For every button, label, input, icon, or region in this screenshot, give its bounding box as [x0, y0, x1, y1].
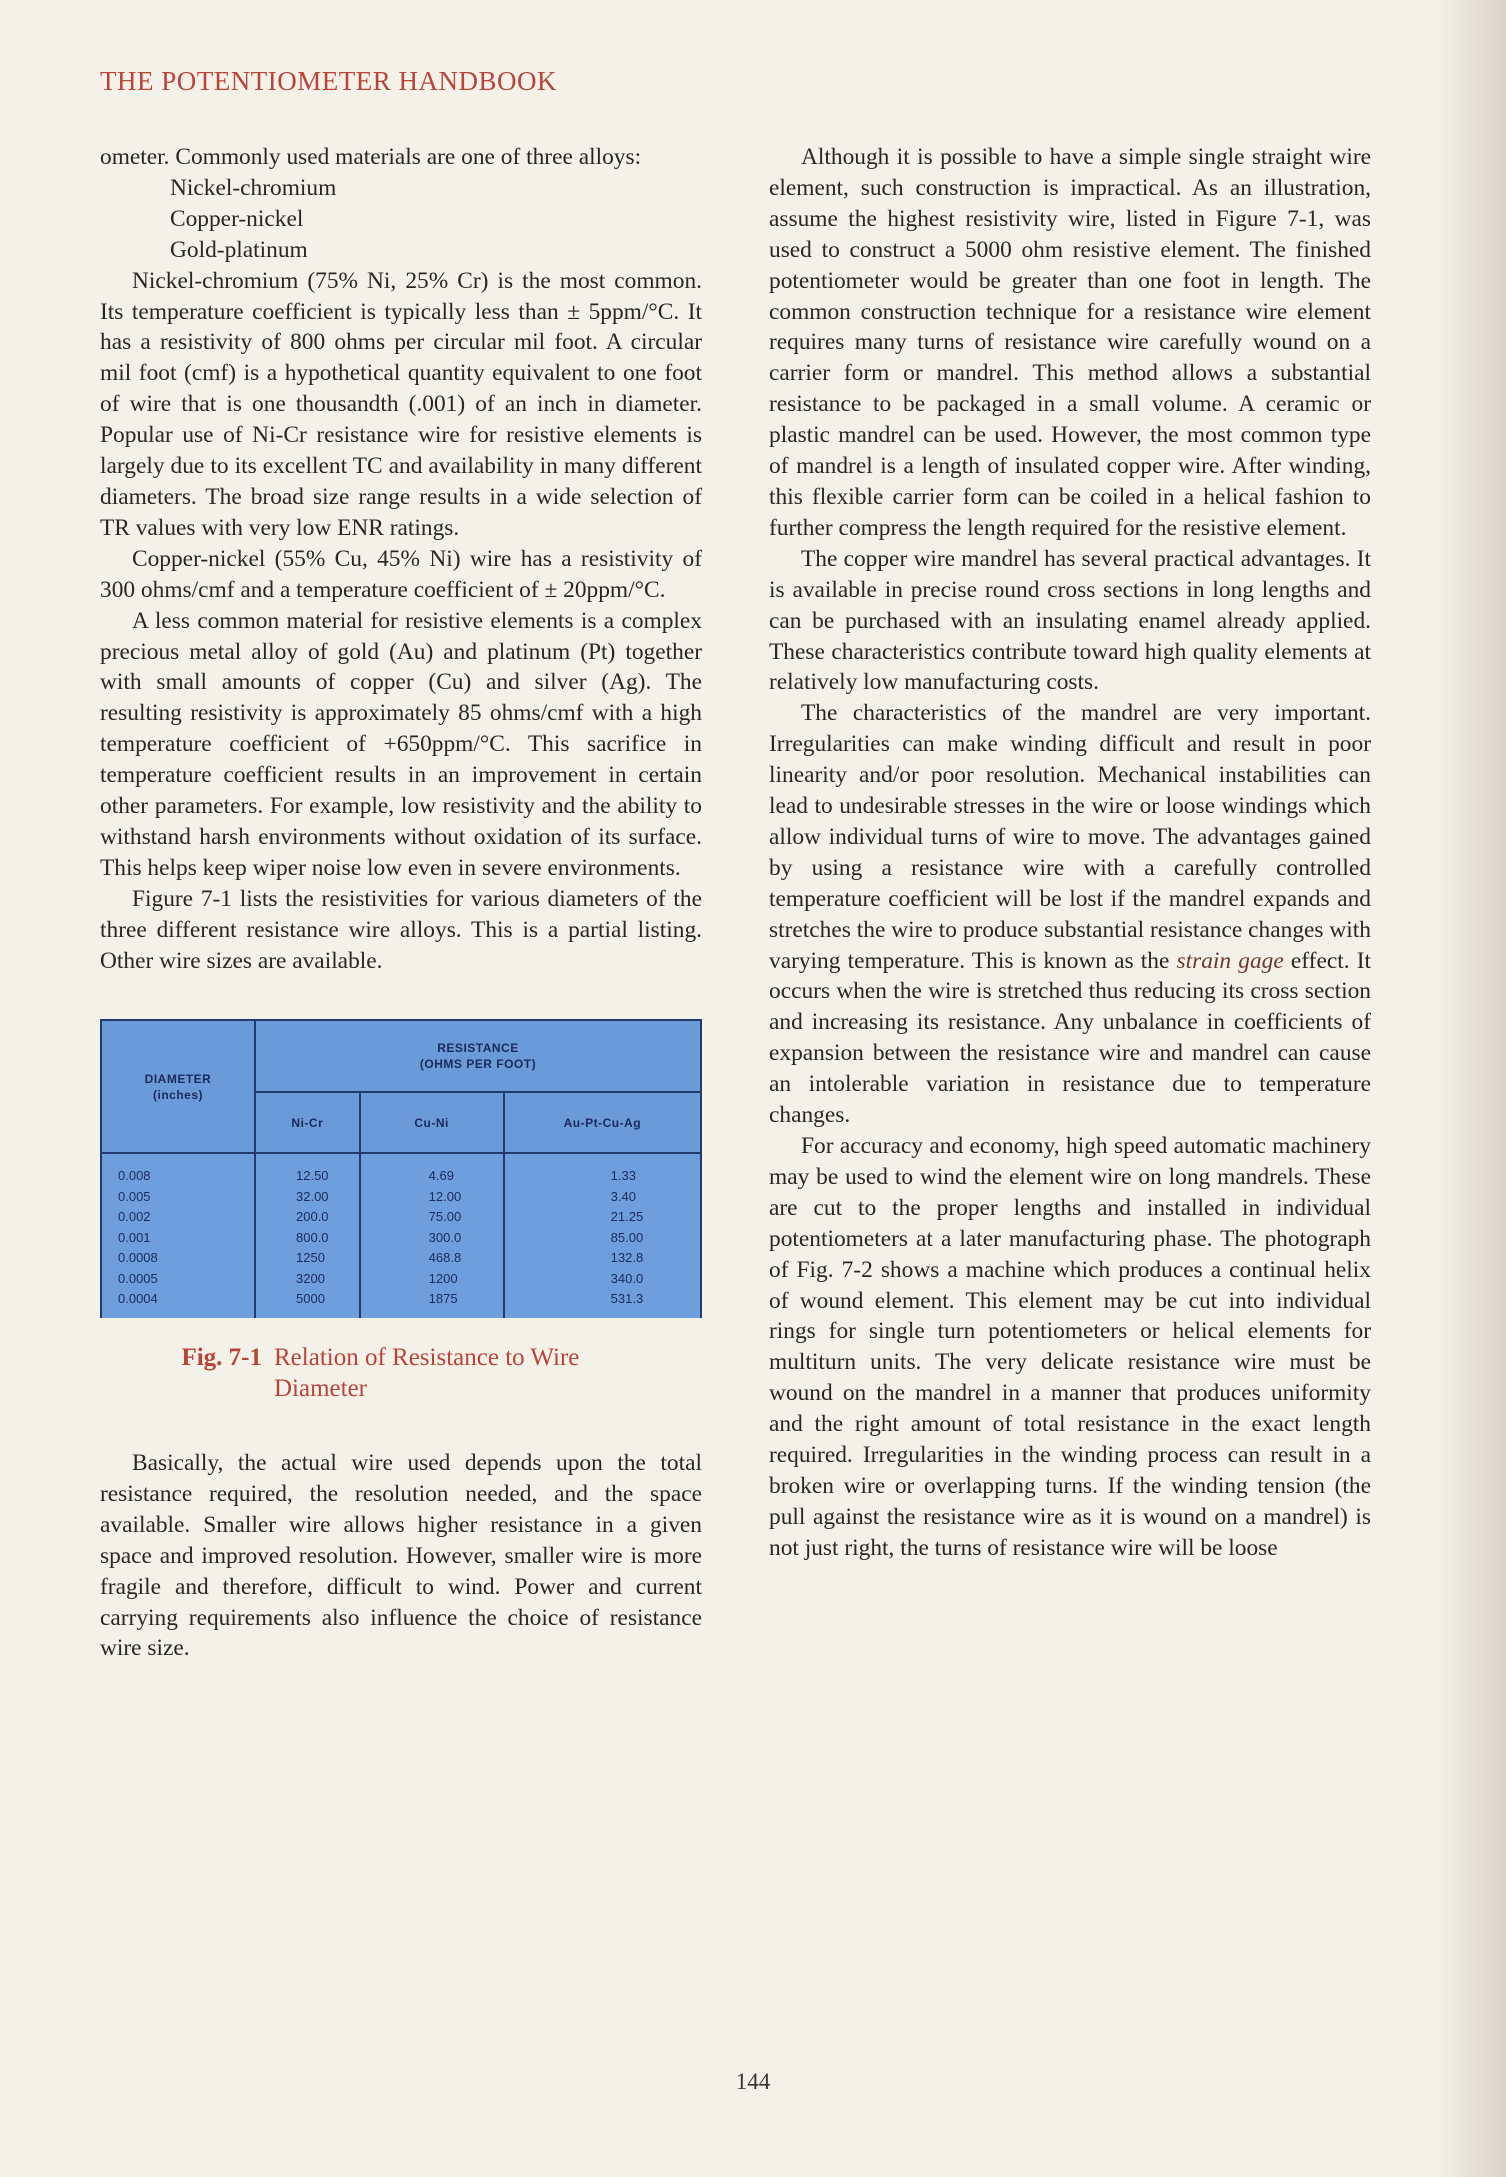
cell-ni-cr: 200.0 [255, 1207, 360, 1228]
alloy-item: Copper-nickel [170, 205, 304, 232]
cell-diameter: 0.002 [101, 1207, 255, 1228]
group-header-line: RESISTANCE [437, 1041, 519, 1056]
cell-au-pt: 21.25 [504, 1207, 701, 1228]
running-head: THE POTENTIOMETER HANDBOOK [100, 66, 557, 96]
paragraph [769, 698, 1371, 1131]
cell-cu-ni: 75.00 [360, 1207, 504, 1228]
cell-cu-ni: 1200 [360, 1269, 504, 1290]
figure-label: Fig. 7-1 [181, 1343, 262, 1371]
figure-caption [100, 1342, 702, 1404]
figure-caption-text: Relation of Resistance to Wire Diameter [274, 1343, 580, 1402]
paragraph: A less common material for resistive elements is a complex precious metal alloy of gold (Au) and platinum (Pt) together with small amounts of copper (Cu) and silver (Ag). The resulting resistivity is approximately 85 ohms/cmf with a high temperature coefficient of +650ppm/°C. This sacrifice in temperature coefficient results in an improvement in certain other parameters. For example, low resistivity and the ability to withstand harsh environments without oxidation of its surface. This helps keep wiper noise low even in severe environments. [100, 607, 702, 881]
table-row [101, 1187, 701, 1208]
cell-diameter: 0.001 [101, 1228, 255, 1249]
cell-ni-cr: 1250 [255, 1248, 360, 1269]
column-header-au-pt-cu-ag: Au-Pt-Cu-Ag [504, 1092, 701, 1153]
cell-ni-cr: 5000 [255, 1289, 360, 1318]
alloy-item: Gold-platinum [170, 236, 308, 263]
resistance-table [100, 1019, 702, 1318]
paragraph: ometer. Commonly used materials are one of three alloys: [100, 144, 642, 170]
table-row [101, 1269, 701, 1290]
figure-7-1 [100, 1019, 702, 1404]
table-row [101, 1248, 701, 1269]
emphasized-term: strain gage [1176, 947, 1284, 974]
cell-au-pt: 1.33 [504, 1153, 701, 1187]
left-column [100, 142, 702, 1664]
cell-au-pt: 85.00 [504, 1228, 701, 1249]
cell-diameter: 0.0008 [101, 1248, 255, 1269]
cell-au-pt: 132.8 [504, 1248, 701, 1269]
page-number: 144 [735, 2069, 771, 2094]
group-unit-line: (OHMS PER FOOT) [419, 1057, 537, 1072]
paragraph: Although it is possible to have a simple single straight wire element, such construction is impractical. As an illustration, assume the highest resistivity wire, listed in Figure 7-1, was used to construct a 5000 ohm resistive element. The finished potentiometer would be greater than one foot in length. The common construction technique for a resistance wire element requires many turns of resistance wire carefully wound on a carrier form or mandrel. This method allows a substantial resistance to be packaged in a small volume. A ceramic or plastic mandrel can be used. However, the most common type of mandrel is a length of insulated copper wire. After winding, this flexible carrier form can be coiled in a helical fashion to further compress the length required for the resistive element. [769, 144, 1371, 541]
paragraph: Basically, the actual wire used depends upon the total resistance required, the resolution needed, and the space available. Smaller wire allows higher resistance in a given space and improved resolution. However, smaller wire is more fragile and therefore, difficult to wind. Power and current carrying requirements also influence the choice of resistance wire size. [100, 1449, 702, 1662]
cell-diameter: 0.0004 [101, 1289, 255, 1318]
right-column [769, 142, 1371, 1564]
alloy-item: Nickel-chromium [170, 174, 337, 201]
cell-cu-ni: 4.69 [360, 1153, 504, 1187]
cell-diameter: 0.008 [101, 1153, 255, 1187]
table-row [101, 1228, 701, 1249]
cell-cu-ni: 300.0 [360, 1228, 504, 1249]
paragraph: For accuracy and economy, high speed automatic machinery may be used to wind the element wire on long mandrels. These are cut to the proper lengths and installed in individual potentiometers at a later manufacturing phase. The photograph of Fig. 7-2 shows a machine which produces a continual helix of wound element. This element may be cut into individual rings for single turn potentiometers or helical elements for multiturn units. The very delicate resistance wire must be wound on the mandrel in a manner that produces uniformity and the right amount of total resistance in the exact length required. Irregularities in the winding process can result in a broken wire or overlapping turns. If the winding tension (the pull against the resistance wire as it is wound on a mandrel) is not just right, the turns of resistance wire will be loose [769, 1133, 1371, 1561]
alloy-list [100, 173, 702, 266]
cell-au-pt: 531.3 [504, 1289, 701, 1318]
paragraph: Nickel-chromium (75% Ni, 25% Cr) is the most common. Its temperature coefficient is typically less than ± 5ppm/°C. It has a resistivity of 800 ohms per circular mil foot. A circular mil foot (cmf) is a hypothetical quantity equivalent to one foot of wire that is one thousandth (.001) of an inch in diameter. Popular use of Ni-Cr resistance wire for resistive elements is largely due to its excellent TC and availability in many different diameters. The broad size range results in a wide selection of TR values with very low ENR ratings. [100, 267, 702, 541]
paragraph: Figure 7-1 lists the resistivities for various diameters of the three different resistance wire alloys. This is a partial listing. Other wire sizes are available. [100, 885, 702, 974]
table-row [101, 1289, 701, 1318]
diameter-header-line: DIAMETER [144, 1071, 212, 1086]
paragraph: Copper-nickel (55% Cu, 45% Ni) wire has a resistivity of 300 ohms/cmf and a temperature coefficient of ± 20ppm/°C. [100, 545, 702, 603]
resistance-group-header [255, 1020, 701, 1092]
cell-diameter: 0.005 [101, 1187, 255, 1208]
column-header-cu-ni: Cu-Ni [360, 1092, 504, 1153]
cell-au-pt: 340.0 [504, 1269, 701, 1290]
cell-ni-cr: 12.50 [255, 1153, 360, 1187]
cell-ni-cr: 3200 [255, 1269, 360, 1290]
page-gutter-shadow [1436, 0, 1506, 2177]
paragraph: The copper wire mandrel has several practical advantages. It is available in precise round cross sections in long lengths and can be purchased with an insulating enamel already applied. These characteristics contribute toward high quality elements at relatively low manufacturing costs. [769, 545, 1371, 696]
diameter-unit-line: (inches) [152, 1087, 203, 1102]
diameter-header [101, 1020, 255, 1153]
cell-cu-ni: 12.00 [360, 1187, 504, 1208]
paragraph-text: effect. It occurs when the wire is stretched thus reducing its cross section and increasing its resistance. Any unbalance in coefficients of expansion between the resistance wire and mandrel can cause an intolerable variation in resistance due to temperature changes. [769, 947, 1371, 1129]
paragraph-text: The characteristics of the mandrel are very important. Irregularities can make winding difficult and result in poor linearity and/or poor resolution. Mechanical instabilities can lead to undesirable stresses in the wire or loose windings which allow individual turns of wire to move. The advantages gained by using a resistance wire with a carefully controlled temperature coefficient will be lost if the mandrel expands and stretches the wire to produce substantial resistance changes with varying temperature. This is known as the [769, 700, 1371, 974]
cell-cu-ni: 468.8 [360, 1248, 504, 1269]
cell-diameter: 0.0005 [101, 1269, 255, 1290]
cell-au-pt: 3.40 [504, 1187, 701, 1208]
table-row [101, 1153, 701, 1187]
cell-cu-ni: 1875 [360, 1289, 504, 1318]
cell-ni-cr: 800.0 [255, 1228, 360, 1249]
table-row [101, 1207, 701, 1228]
cell-ni-cr: 32.00 [255, 1187, 360, 1208]
column-header-ni-cr: Ni-Cr [255, 1092, 360, 1153]
